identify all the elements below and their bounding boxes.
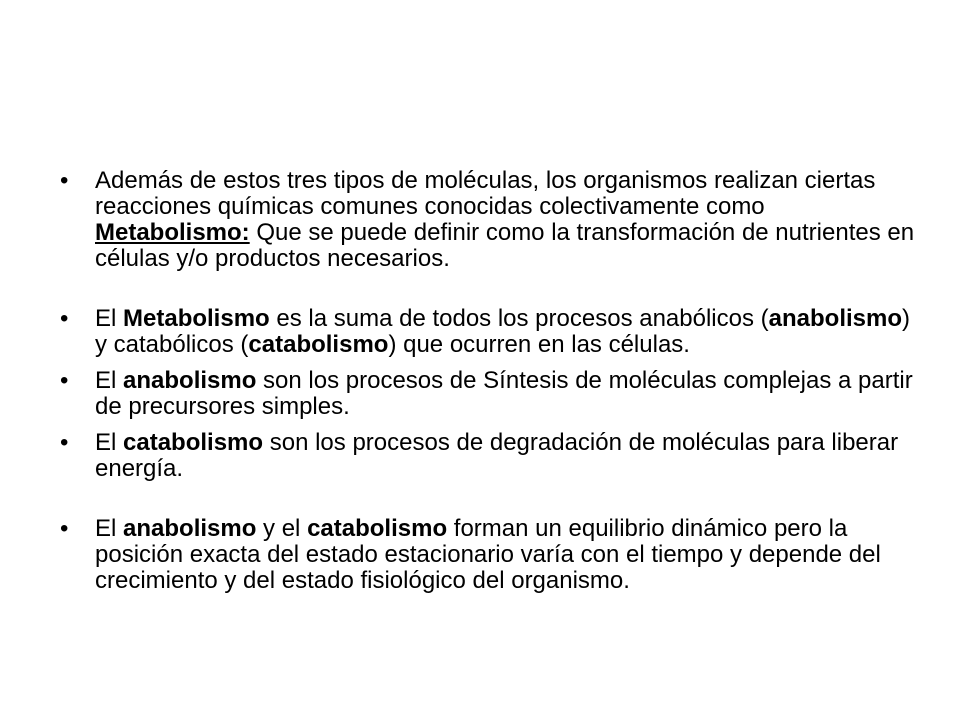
text-segment: son los procesos de degradación de moléculas para liberar energía. bbox=[95, 429, 899, 482]
term-metabolismo-heading: Metabolismo: bbox=[95, 219, 250, 246]
text-segment: forman un equilibrio dinámico pero la posición exacta del estado estacionario varía con el tiempo y depende del crecimiento y del estado fisiológico del organismo. bbox=[95, 515, 881, 594]
term-anabolismo: anabolismo bbox=[123, 515, 257, 542]
bullet-text bbox=[95, 367, 913, 420]
bullet-dot-icon: • bbox=[60, 167, 69, 194]
bullet-item-1 bbox=[60, 168, 920, 272]
bullet-dot-icon: • bbox=[60, 305, 69, 332]
bullet-item-3 bbox=[60, 368, 920, 420]
text-segment: son los procesos de Síntesis de moléculas complejas a partir de precursores simples. bbox=[95, 367, 913, 420]
bullet-dot-icon: • bbox=[60, 515, 69, 542]
text-segment: Que se puede definir como la transformación de nutrientes en células y/o productos necesarios. bbox=[95, 219, 915, 272]
text-segment: es la suma de todos los procesos anabólicos ( bbox=[269, 305, 769, 332]
term-anabolismo: anabolismo bbox=[123, 367, 257, 394]
text-segment: El bbox=[95, 515, 124, 542]
term-catabolismo: catabolismo bbox=[248, 331, 389, 358]
bullet-item-4 bbox=[60, 430, 920, 482]
bullet-text bbox=[95, 515, 881, 594]
bullet-list bbox=[60, 168, 920, 594]
text-segment: ) y catabólicos ( bbox=[95, 305, 910, 358]
bullet-text bbox=[95, 429, 898, 482]
bullet-item-2 bbox=[60, 306, 920, 358]
term-metabolismo: Metabolismo bbox=[123, 305, 270, 332]
bullet-item-5 bbox=[60, 516, 920, 594]
term-catabolismo: catabolismo bbox=[123, 429, 264, 456]
text-segment: El bbox=[95, 305, 124, 332]
text-segment: y el bbox=[256, 515, 308, 542]
text-segment: ) que ocurren en las células. bbox=[388, 331, 690, 358]
bullet-text bbox=[95, 167, 914, 272]
term-anabolismo: anabolismo bbox=[768, 305, 902, 332]
term-catabolismo: catabolismo bbox=[307, 515, 448, 542]
bullet-text bbox=[95, 305, 910, 358]
bullet-dot-icon: • bbox=[60, 429, 69, 456]
text-segment: El bbox=[95, 429, 124, 456]
text-segment: Además de estos tres tipos de moléculas, los organismos realizan ciertas reacciones químicas comunes conocidas colectivamente como bbox=[95, 167, 876, 220]
bullet-dot-icon: • bbox=[60, 367, 69, 394]
text-segment: El bbox=[95, 367, 124, 394]
